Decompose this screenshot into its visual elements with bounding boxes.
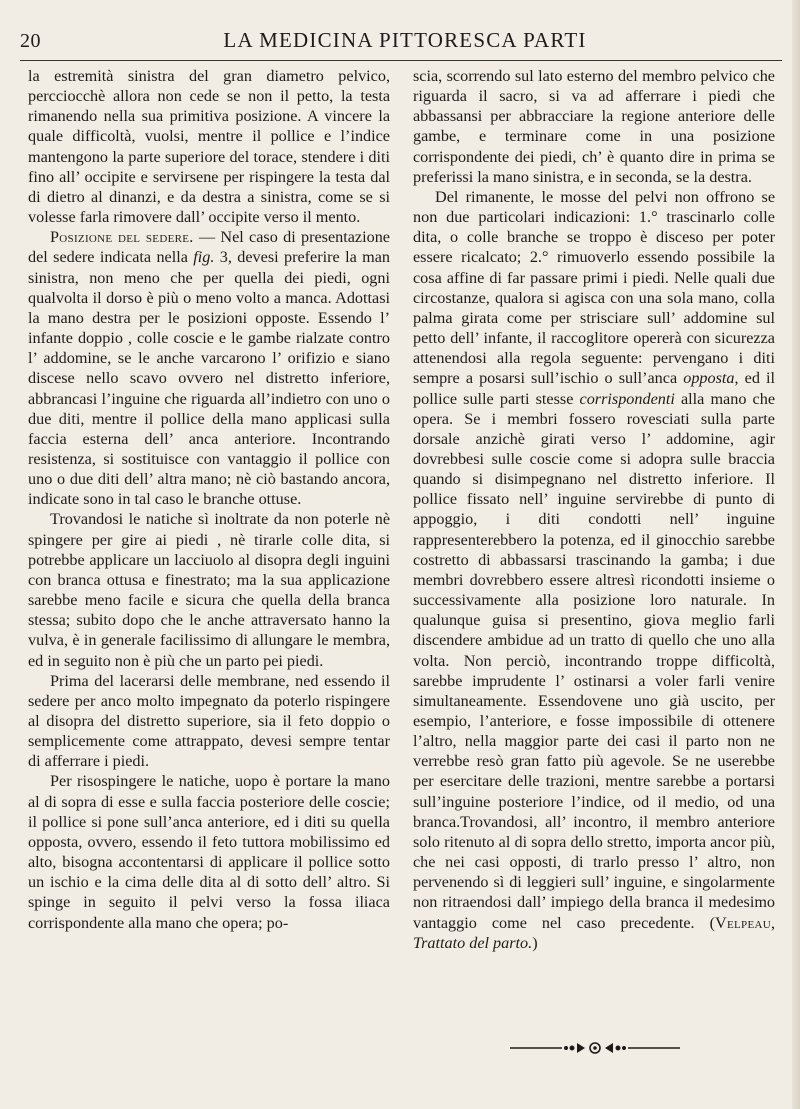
source-author: Velpeau	[715, 913, 771, 932]
paragraph: la estremità sinistra del gran diametro pelvico, percciocchè allora non cede se non il petto, la testa rimanendo nella sua primitiva posizione. A vincere la quale difficoltà, vuolsi, mentre il pollice e l’indice mantengono la parte superiore del torace, stendere i diti fino all’ occipite e servirsene per rispingere la testa dal di dietro al dinanzi, e da destra a sinistra, come se si volesse farla rimovere dall’ occipite verso il mento.	[28, 67, 390, 227]
text-run: )	[532, 933, 538, 952]
running-title: LA MEDICINA PITTORESCA PARTI	[223, 28, 587, 52]
text-run: — Nel caso di presentazione del sedere indicata nella	[28, 228, 390, 267]
source-title: Trattato del parto.	[413, 933, 533, 952]
section-heading: Posizione del sedere.	[50, 228, 194, 247]
paragraph: scia, scorrendo sul lato esterno del membro pelvico che riguarda il sacro, si va ad afferrare i piedi che abbassansi per abbracciare la regione anteriore delle gambe, e terminare come in una posizione corrispondente dei piedi, ch’ è quanto dire in prima se preferissi la mano sinistra, e in seconda, se la destra.	[413, 67, 775, 186]
text-run: , ed il pollice sulle parti stesse	[413, 369, 775, 408]
italic-term: corrispondenti	[579, 389, 675, 408]
paragraph: Prima del lacerarsi delle membrane, ned essendo il sedere per anco molto impegnato da poterlo rispingere al disopra del distretto superiore, sia il feto doppio o semplicemente come attrappato, devesi sempre tentar di afferrare i piedi.	[28, 671, 390, 771]
page-number: 20	[20, 30, 41, 52]
text-run: Del rimanente, le mosse del pelvi non offrono se non due particolari indicazioni: 1.° trascinarlo colle dita, o colle branche se troppo è disceso per poter essere ricalcato; 2.° rimuoverlo essendo possibile la cosa affine di far passare primi i piedi. Nelle quali due circostanze, qualora si agisca con una sola mano, colla palma girata come per strisciare sull’ addomine sul petto dell’ infante, il raccoglitore opererà con sicurezza attenendosi alla regola seguente: pervengano i diti sempre a posarsi sull’ischio o sull’anca	[413, 187, 775, 388]
figure-reference: fig.	[193, 248, 215, 267]
text-run: 3, devesi preferire la man sinistra, non meno che per quella dei piedi, ogni qualvolta il dorso è più o meno volto a manca. Adottasi la mano destra per le posizioni opposte. Essendo l’ infante doppio , colle coscie e le gambe rialzate contro l’ addomine, se le anche varcarono l’ orifizio e siano discese nello scavo ovvero nel distretto inferiore, abbrancasi l’inguine che riguarda all’indietro con uno o due diti, mentre il pollice della mano applicasi sulla faccia esterna dell’ anca anteriore. Incontrando resistenza, si sostituisce con vantaggio il pollice con uno o due diti dell’ altra mano; nè ciò bastando ancora, indicate sono in tal caso le branche ottuse.	[28, 248, 390, 509]
header-rule	[20, 60, 782, 61]
page-header	[20, 28, 780, 58]
paragraph-breech-position	[28, 227, 390, 509]
tail-piece-ornament-icon	[510, 1040, 680, 1056]
text-run: alla mano che opera. Se i membri fossero rovesciati sulla parte dorsale anzichè girati verso l’ addomine, agir dovrebbesi sulle coscie come si adopra sulle braccia quando si disimpegnano nel distretto inferiore. Il pollice fissato nell’ inguine servirebbe di punto di appoggio, i diti condotti nell’ inguine rappresenterebbero la potenza, ed il ginocchio sarebbe costretto di abbassarsi trascinando la gamba; i due membri dovrebbero essere altresì ricondotti insieme o successivamente alla posizione loro naturale. In qualunque guisa si presentino, giova meglio farli discendere ambidue ad un tratto di quello che uno alla volta. Non perciò, incontrando troppe difficoltà, sarebbe imprudente l’ ostinarsi a voler farli venire simultaneamente. Essendovene uno già uscito, per esempio, l’anteriore, e fosse impossibile di ottenere l’altro, nella maggior parte dei casi il parto non ne verrebbe resò gran fatto più agevole. Se ne userebbe per esercitare delle trazioni, mentre sarebbe a portarsi sull’inguine posteriore l’indice, od il medio, od una branca.Trovandosi, all’ incontro, il membro anteriore solo ritenuto al di sopra dello stretto, importa ancor più, che nei casi opposti, di trarlo presso l’ altro, non pervenendo sì di leggieri sull’ inguine, e singolarmente non ritraendosi dall’ impiego della branca il medesimo vantaggio come nel caso precedente. (	[413, 389, 775, 932]
right-column	[413, 66, 775, 953]
italic-term: opposta	[683, 369, 735, 388]
text-run: ,	[770, 913, 775, 932]
left-column	[28, 66, 390, 933]
page-edge	[792, 0, 800, 1109]
paragraph: Per risospingere le natiche, uopo è portare la mano al di sopra di esse e sulla faccia posteriore delle coscie; il pollice si pone sull’anca anteriore, ed i diti su quella opposta, ovvero, essendo il feto tuttora mobilissimo ed alto, bisogna accontentarsi di applicare il pollice sotto un ischio e la cima delle dita al di sotto dell’ altro. Si spinge in seguito il pelvi verso la fossa iliaca corrispondente alla mano che opera; po-	[28, 772, 390, 932]
paragraph	[413, 187, 775, 953]
paragraph: Trovandosi le natiche sì inoltrate da non poterle nè spingere per gire ai piedi , nè tirarle colle dita, si potrebbe applicare un lacciuolo al disopra degli inguini con branca ottusa e finestrato; ma la sua applicazione sarebbe meno facile e sicura che quella della branca stessa; subito dopo che le anche attraversato hanno la vulva, è in generale facilissimo di allungare le membra, ed in seguito non è più che un parto pei piedi.	[28, 510, 390, 670]
